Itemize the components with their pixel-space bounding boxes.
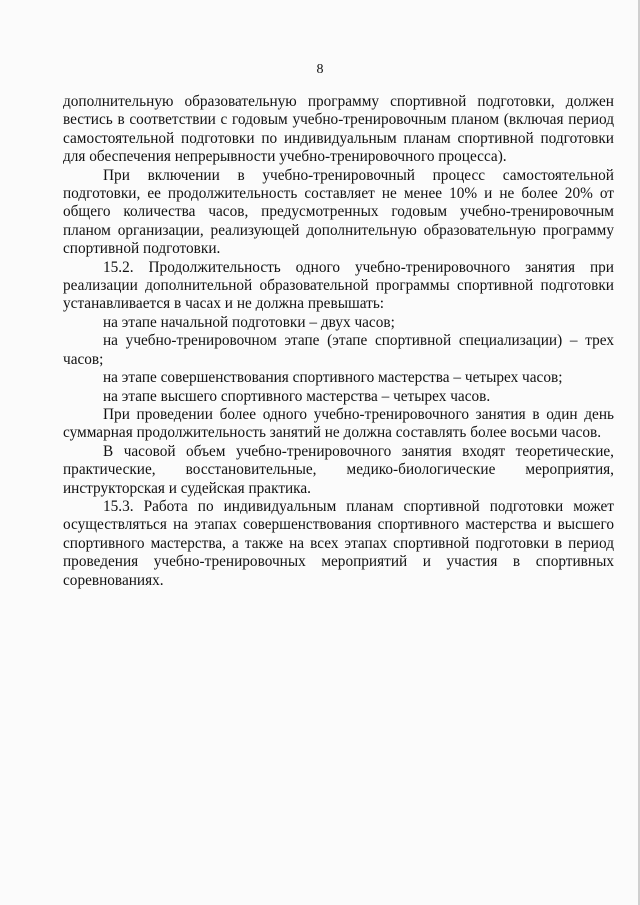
document-body bbox=[63, 93, 614, 590]
list-item-training-stage: на учебно-тренировочном этапе (этапе спортивной специализации) – трех часов; bbox=[63, 332, 614, 368]
paragraph-self-training: При включении в учебно-тренировочный процесс самостоятельной подготовки, ее продолжительность составляет не менее 10% и не более 20% от общего количества часов, предусмотренных годовым учебно-тренировочным планом организации, реализующей дополнительную образовательную программу спортивной подготовки. bbox=[63, 166, 614, 258]
list-item-higher-mastery-stage: на этапе высшего спортивного мастерства – четырех часов. bbox=[103, 387, 491, 405]
paragraph-hour-volume: В часовой объем учебно-тренировочного занятия входят теоретические, практические, восстановительные, медико-биологические мероприятия, инструкторская и судейская практика. bbox=[63, 442, 614, 497]
paragraph-15-3: 15.3. Работа по индивидуальным планам спортивной подготовки может осуществляться на этапах совершенствования спортивного мастерства и высшего спортивного мастерства, а также на всех этапах спортивной подготовки в период проведения учебно-тренировочных мероприятий и участия в спортивных соревнованиях. bbox=[63, 497, 614, 589]
list-item-improvement-stage: на этапе совершенствования спортивного мастерства – четырех часов; bbox=[103, 369, 563, 387]
paragraph-15-2: 15.2. Продолжительность одного учебно-тренировочного занятия при реализации дополнительной образовательной программы спортивной подготовки устанавливается в часах и не должна превышать: bbox=[63, 258, 614, 313]
list-item-initial-stage: на этапе начальной подготовки – двух часов; bbox=[103, 313, 395, 331]
page-number: 8 bbox=[316, 62, 324, 77]
paragraph-daily-limit: При проведении более одного учебно-тренировочного занятия в один день суммарная продолжительность занятий не должна составлять более восьми часов. bbox=[63, 405, 614, 442]
paragraph-continuation: дополнительную образовательную программу спортивной подготовки, должен вестись в соответствии с годовым учебно-тренировочным планом (включая период самостоятельной подготовки по индивидуальным планам спортивной подготовки для обеспечения непрерывности учебно-тренировочного процесса). bbox=[63, 93, 614, 166]
